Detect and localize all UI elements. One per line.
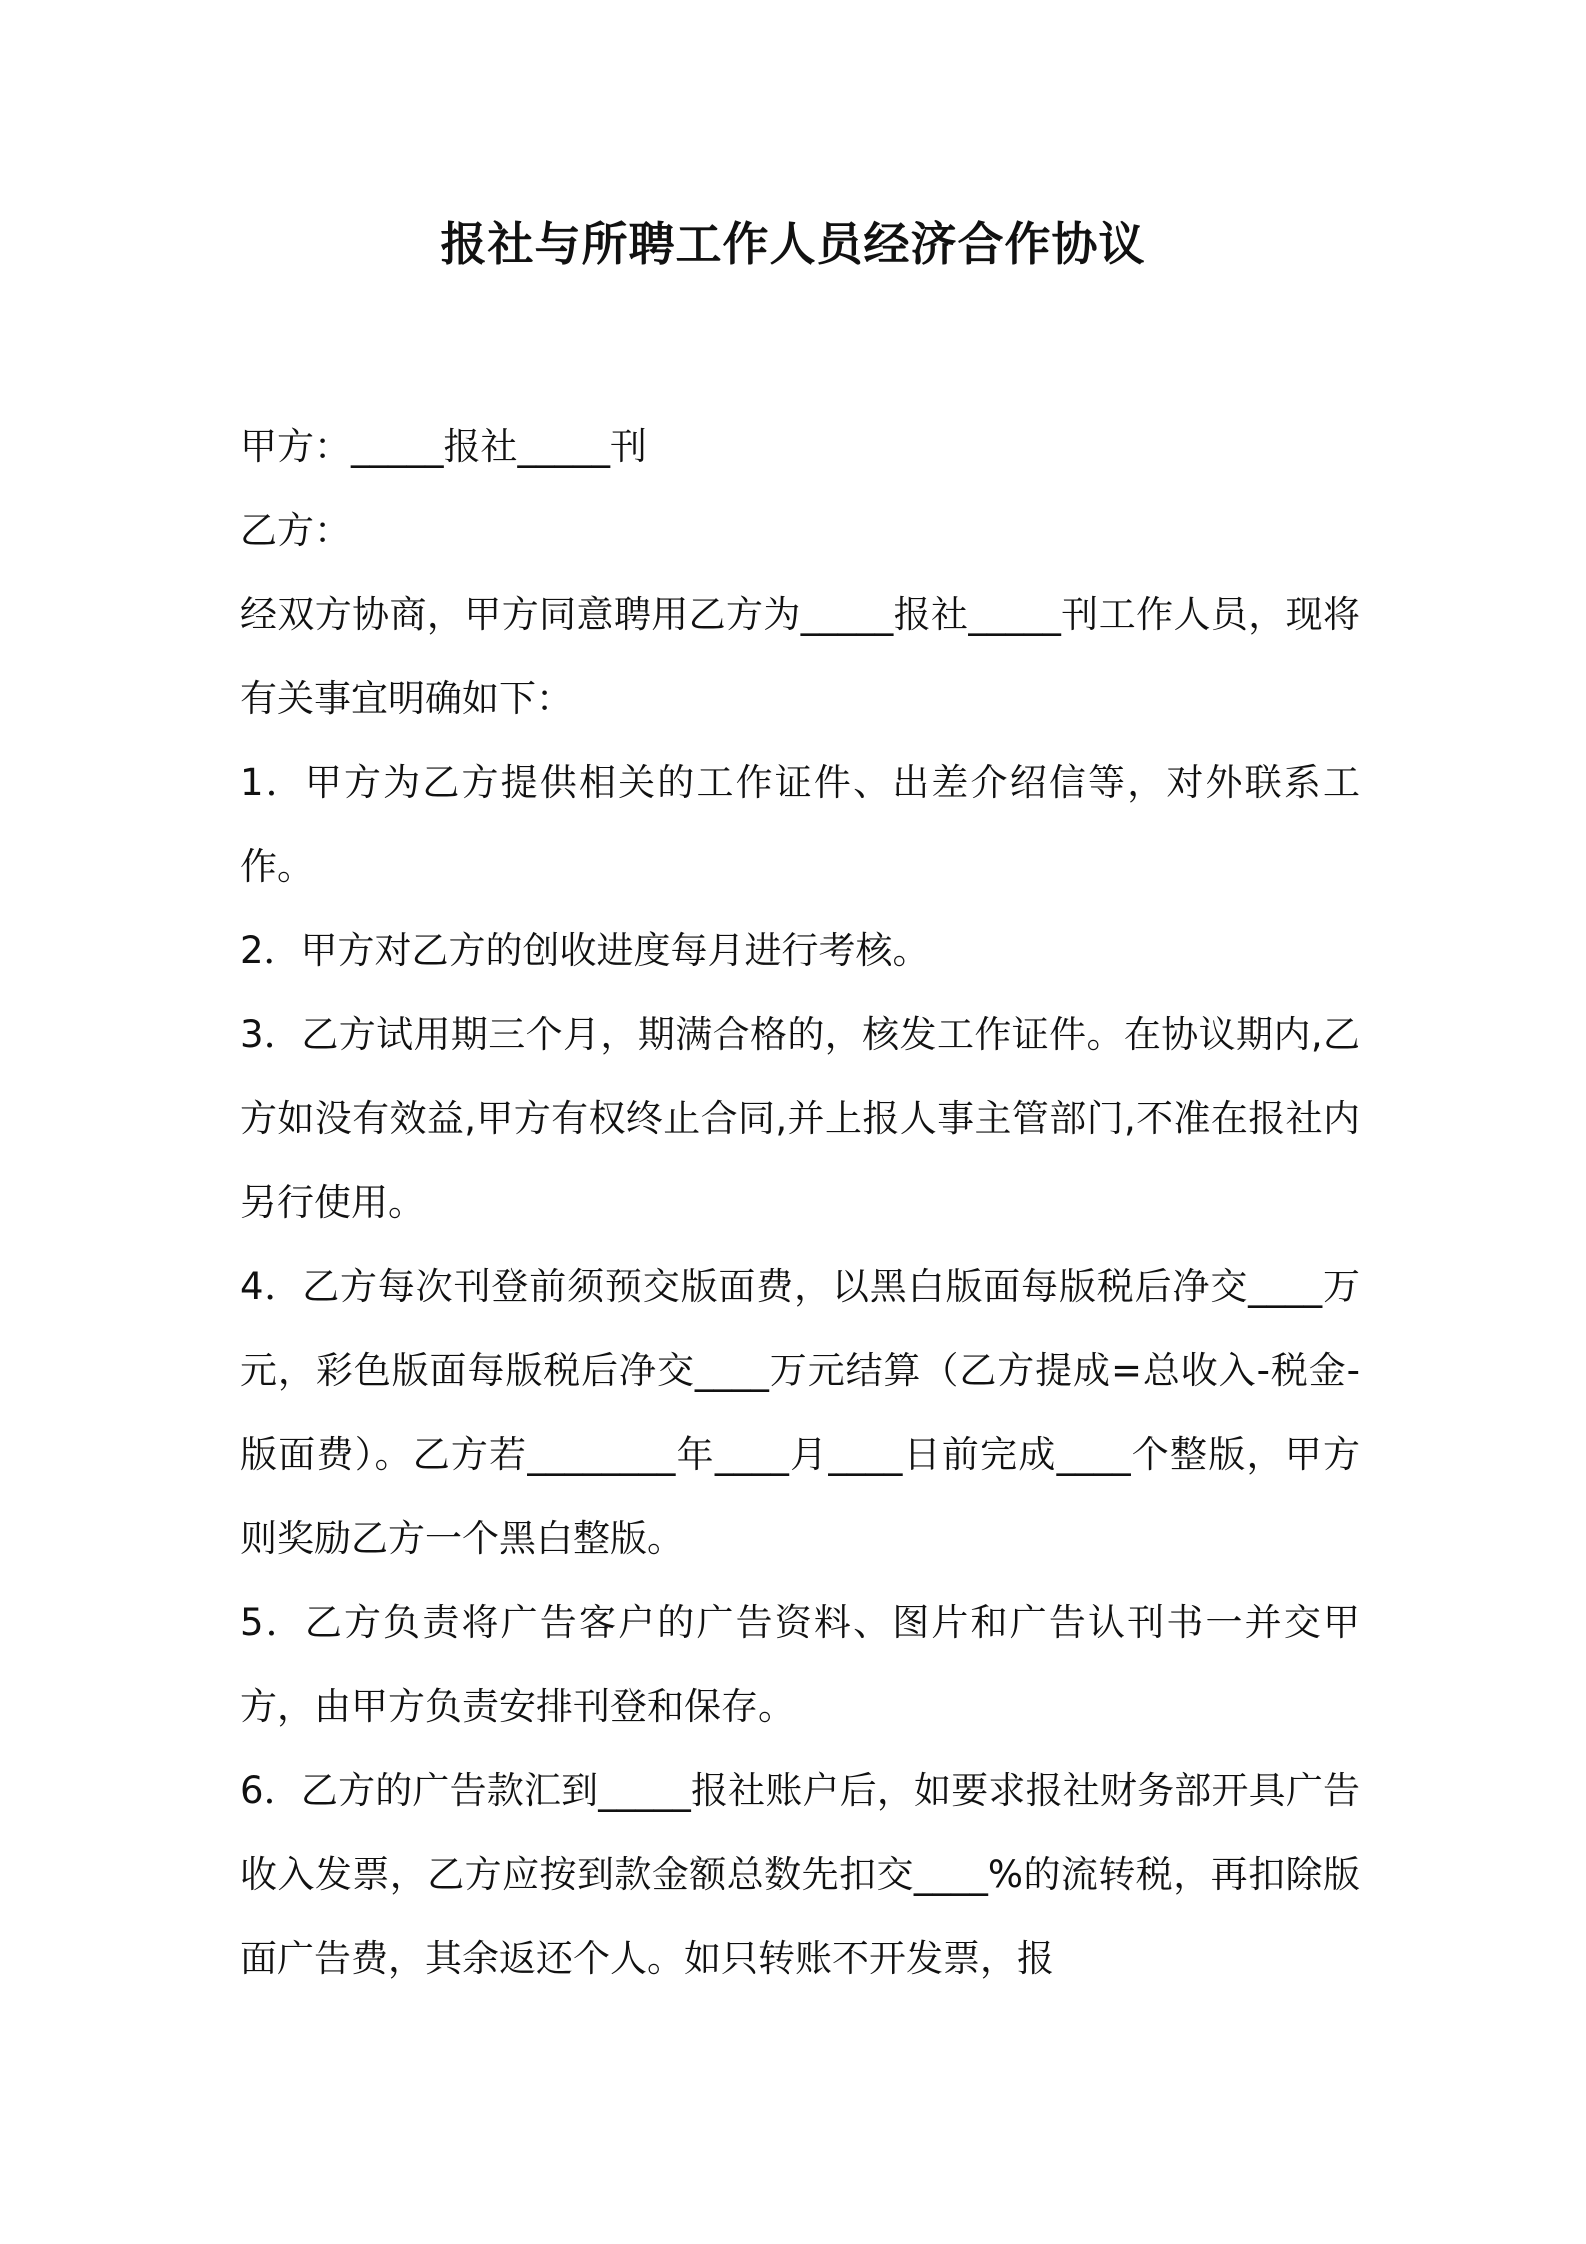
party-b-line: 乙方： bbox=[240, 509, 351, 552]
clause-4: 4．乙方每次刊登前须预交版面费，以黑白版面每版税后净交____万元，彩色版面每版税后净交____万元结算（乙方提成=总收入-税金-版面费）。乙方若________年____月____日前完成____个整版，甲方则奖励乙方一个黑白整版。 bbox=[240, 1265, 1360, 1560]
clause-6: 6．乙方的广告款汇到_____报社账户后，如要求报社财务部开具广告收入发票，乙方应按到款金额总数先扣交____%的流转税，再扣除版面广告费，其余返还个人。如只转账不开发票，报 bbox=[240, 1769, 1360, 1980]
clause-1: 1．甲方为乙方提供相关的工作证件、出差介绍信等，对外联系工作。 bbox=[240, 761, 1360, 888]
clause-3: 3．乙方试用期三个月，期满合格的，核发工作证件。在协议期内,乙方如没有效益,甲方有权终止合同,并上报人事主管部门,不准在报社内另行使用。 bbox=[240, 1013, 1360, 1224]
document-title: 报社与所聘工作人员经济合作协议 bbox=[440, 217, 1146, 271]
document-body bbox=[240, 405, 1360, 2001]
intro-paragraph: 经双方协商，甲方同意聘用乙方为_____报社_____刊工作人员，现将有关事宜明确如下： bbox=[240, 593, 1360, 720]
party-a-line: 甲方：_____报社_____刊 bbox=[240, 425, 647, 468]
clause-5: 5．乙方负责将广告客户的广告资料、图片和广告认刊书一并交甲方，由甲方负责安排刊登和保存。 bbox=[240, 1601, 1360, 1728]
clause-2: 2．甲方对乙方的创收进度每月进行考核。 bbox=[240, 929, 930, 972]
